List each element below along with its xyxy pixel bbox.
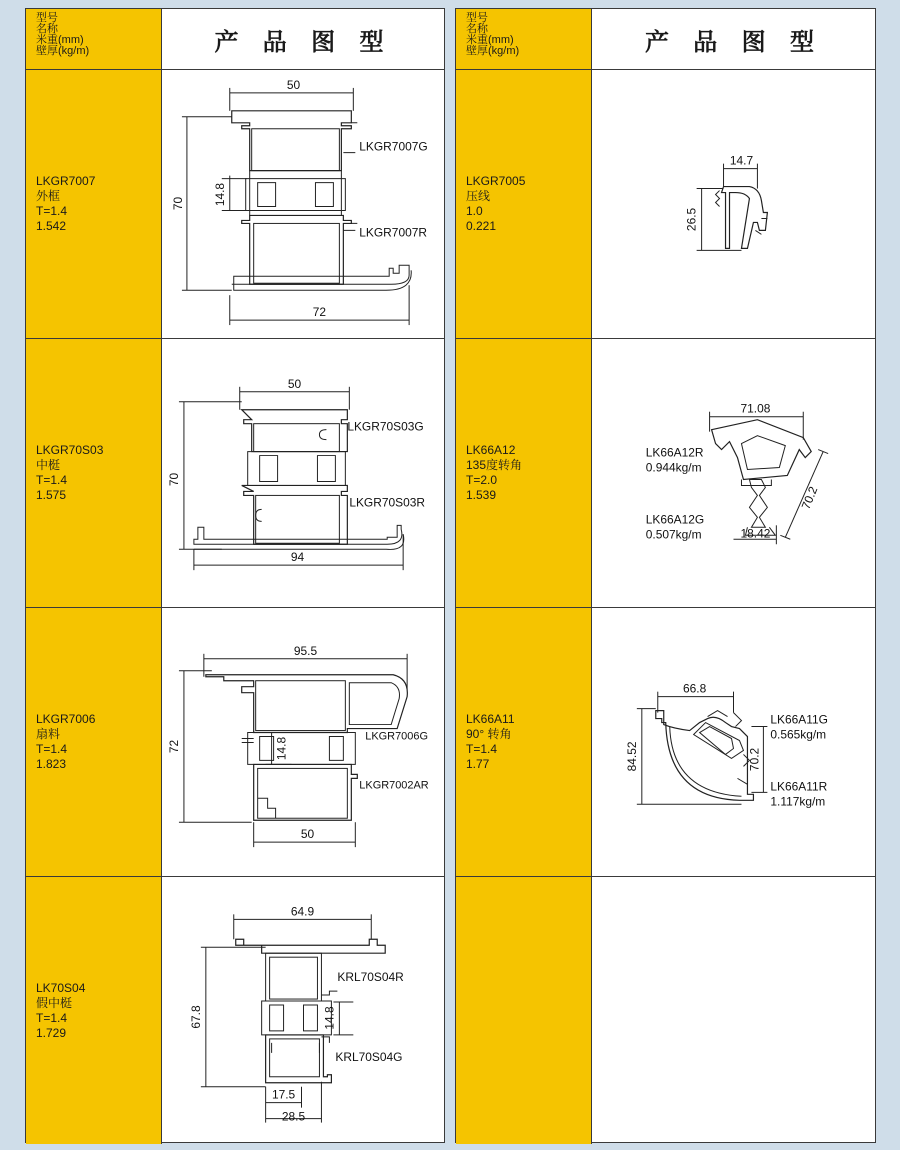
header-title: 产 品 图 型 — [214, 27, 392, 56]
profile-drawing — [592, 608, 875, 876]
header-label-name: 名称 — [36, 23, 58, 35]
dim-bottom: 94 — [290, 550, 305, 565]
dim-mid: 14.8 — [274, 736, 289, 761]
dim-bottom: 18.42 — [740, 526, 771, 541]
product-row — [26, 877, 444, 1144]
product-weight: 1.823 — [36, 757, 67, 771]
profile-drawing-empty — [592, 877, 875, 1144]
dim-mid: 14.8 — [212, 182, 227, 207]
callout-g: LKGR7006G — [365, 730, 428, 743]
product-model: LK66A12 — [466, 443, 516, 457]
product-name: 外框 — [36, 189, 61, 203]
header-label-name: 名称 — [466, 23, 488, 35]
product-weight: 1.575 — [36, 488, 67, 502]
callout-g: KRL70S04G — [335, 1049, 403, 1064]
product-thickness: 1.0 — [466, 204, 483, 218]
dim-height: 84.52 — [624, 741, 639, 772]
dim-top: 95.5 — [293, 643, 318, 658]
product-info — [26, 877, 162, 1144]
product-thickness: T=1.4 — [36, 473, 68, 487]
profile-drawing — [162, 70, 444, 338]
callout-g: LKGR7007G — [359, 139, 428, 154]
product-model: LKGR70S03 — [36, 443, 104, 457]
profile-drawing — [162, 339, 444, 607]
product-name: 压线 — [466, 189, 491, 203]
callout-r: KRL70S04R — [337, 970, 404, 985]
product-weight: 0.221 — [466, 219, 497, 233]
product-weight: 1.77 — [466, 757, 490, 771]
callout-r: LKGR7002AR — [359, 779, 429, 792]
product-row — [456, 70, 875, 339]
product-model: LKGR7005 — [466, 174, 526, 188]
table-header — [26, 9, 444, 70]
product-row-empty — [456, 877, 875, 1144]
header-labels — [456, 9, 592, 69]
product-info — [456, 877, 592, 1144]
dim-height: 26.5 — [684, 207, 699, 232]
header-label-model: 型号 — [36, 12, 58, 24]
callout-g-name: LK66A11G — [770, 712, 828, 727]
dim-bottom-2: 28.5 — [281, 1109, 306, 1124]
product-thickness: T=1.4 — [36, 204, 68, 218]
dim-top: 71.08 — [740, 401, 771, 416]
product-weight: 1.729 — [36, 1025, 67, 1040]
dim-height: 72 — [166, 739, 181, 754]
product-info — [456, 339, 592, 607]
profile-drawing-lk66a12 — [592, 339, 875, 607]
product-thickness: T=1.4 — [36, 1010, 68, 1025]
dim-side: 70.2 — [747, 747, 762, 772]
callout-r-weight: 0.944kg/m — [645, 460, 702, 475]
dim-height: 70 — [166, 472, 181, 487]
product-name: 中梃 — [36, 458, 61, 472]
product-name: 90° 转角 — [466, 727, 512, 741]
profile-drawing-lk66a11 — [592, 608, 875, 876]
table-header — [456, 9, 875, 70]
dim-bottom: 50 — [300, 827, 315, 842]
product-row — [26, 608, 444, 877]
dim-height: 67.8 — [188, 1005, 203, 1029]
dim-top: 64.9 — [290, 904, 315, 919]
product-name: 135度转角 — [466, 458, 523, 472]
product-model: LKGR7006 — [36, 712, 96, 726]
product-weight: 1.542 — [36, 219, 67, 233]
profile-drawing-lk70s04 — [162, 877, 444, 1144]
product-row — [26, 70, 444, 339]
dim-top: 66.8 — [683, 681, 707, 696]
product-weight: 1.539 — [466, 488, 497, 502]
profile-drawing-lkgr7006 — [162, 608, 444, 876]
callout-g-weight: 0.565kg/m — [770, 727, 827, 742]
profile-drawing — [162, 608, 444, 876]
product-info — [456, 608, 592, 876]
dim-top: 50 — [286, 77, 301, 92]
header-title: 产 品 图 型 — [644, 27, 823, 56]
product-model: LKGR7007 — [36, 174, 96, 188]
product-model: LK70S04 — [36, 980, 86, 995]
product-model: LK66A11 — [466, 712, 515, 726]
profile-drawing-lkgr7007 — [162, 70, 444, 338]
product-thickness: T=2.0 — [466, 473, 498, 487]
product-thickness: T=1.4 — [36, 742, 68, 756]
dim-bottom: 72 — [312, 305, 327, 320]
dim-height: 70 — [170, 196, 185, 211]
header-label-weight: 米重(mm) — [466, 34, 514, 46]
callout-r-name: LK66A11R — [770, 779, 828, 794]
right-catalog-panel — [455, 8, 876, 1143]
profile-drawing — [162, 877, 444, 1144]
product-thickness: T=1.4 — [466, 742, 498, 756]
product-name: 扇料 — [36, 727, 61, 741]
product-row — [456, 339, 875, 608]
header-label-thickness: 壁厚(kg/m) — [466, 45, 520, 57]
product-row — [456, 608, 875, 877]
callout-r-weight: 1.117kg/m — [770, 794, 826, 809]
profile-drawing — [592, 70, 875, 338]
callout-g-name: LK66A12G — [645, 512, 705, 527]
callout-g: LKGR70S03G — [347, 419, 424, 434]
callout-g-weight: 0.507kg/m — [645, 527, 702, 542]
dim-top: 14.7 — [729, 153, 754, 168]
product-info — [26, 70, 162, 338]
header-labels — [26, 9, 162, 69]
dim-bottom-1: 17.5 — [271, 1087, 296, 1102]
callout-r-name: LK66A12R — [645, 445, 704, 460]
profile-drawing-lkgr70s03 — [162, 339, 444, 607]
header-label-weight: 米重(mm) — [36, 34, 84, 46]
product-name: 假中梃 — [36, 995, 73, 1010]
profile-drawing-lkgr7005 — [592, 70, 875, 338]
product-info — [26, 339, 162, 607]
dim-top: 50 — [287, 376, 302, 391]
profile-drawing — [592, 339, 875, 607]
product-info — [456, 70, 592, 338]
dim-side: 70.2 — [798, 484, 821, 512]
dim-mid: 14.8 — [322, 1006, 337, 1030]
product-info — [26, 608, 162, 876]
callout-r: LKGR7007R — [359, 225, 427, 240]
header-label-model: 型号 — [466, 12, 488, 24]
header-label-thickness: 壁厚(kg/m) — [36, 45, 90, 57]
product-row — [26, 339, 444, 608]
callout-r: LKGR70S03R — [349, 495, 425, 510]
left-catalog-panel — [25, 8, 445, 1143]
